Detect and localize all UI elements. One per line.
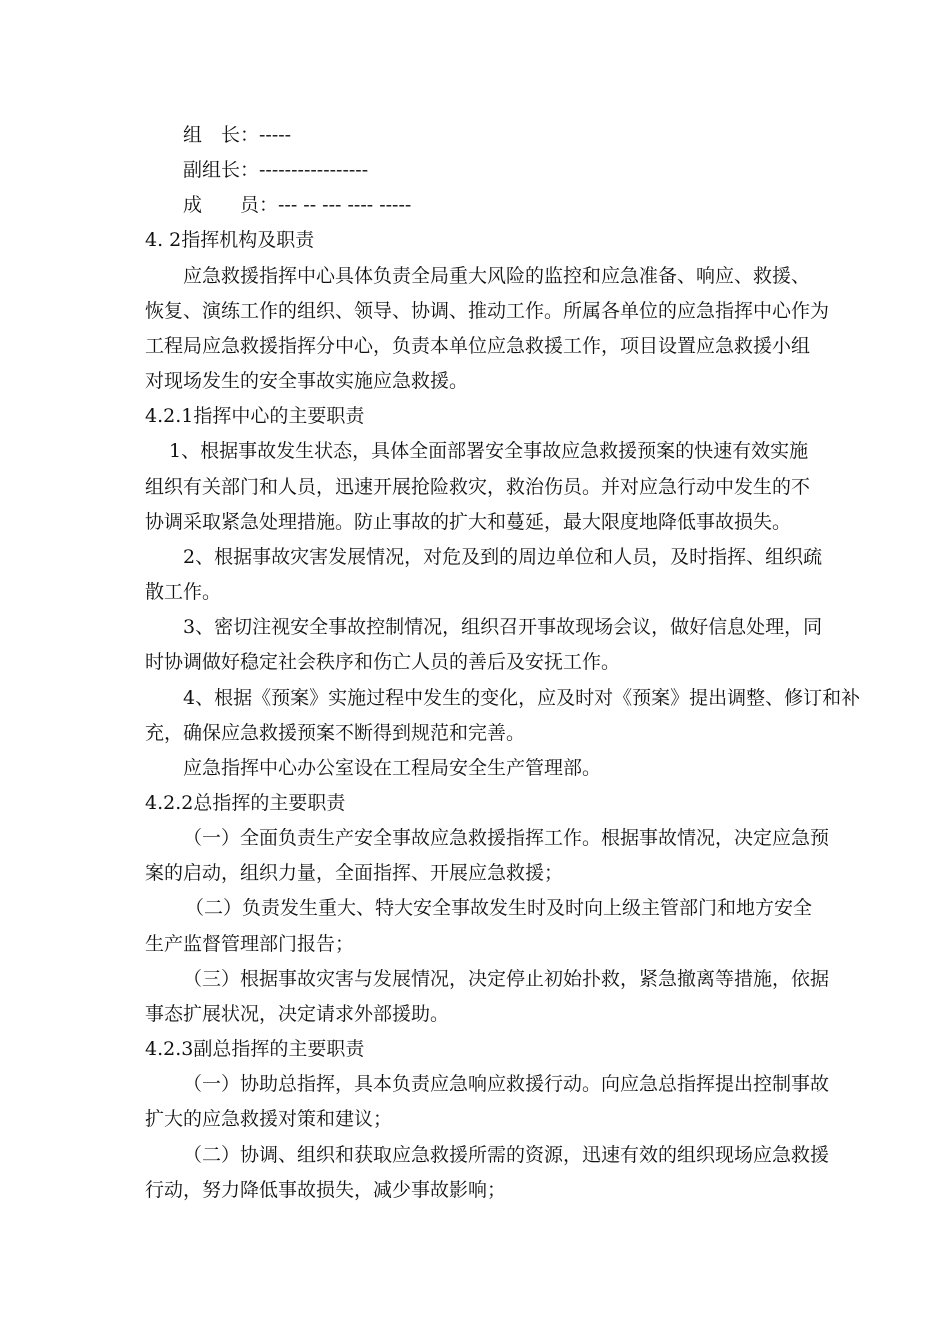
text-line: 散工作。 xyxy=(145,581,222,604)
text-line: 1、根据事故发生状态，具体全面部署安全事故应急救援预案的快速有效实施 xyxy=(169,440,809,463)
section-heading xyxy=(145,1032,935,1067)
text-line: 案的启动，组织力量，全面指挥、开展应急救援； xyxy=(145,862,564,885)
paragraph xyxy=(145,962,935,1032)
document-body xyxy=(145,118,935,1208)
text-line: 生产监督管理部门报告； xyxy=(145,932,355,955)
text-line: 组 长：----- xyxy=(183,124,292,146)
paragraph xyxy=(145,434,935,539)
text-line: 应急救援指挥中心具体负责全局重大风险的监控和应急准备、响应、救援、 xyxy=(183,264,811,287)
text-line: 工程局应急救援指挥分中心，负责本单位应急救援工作，项目设置应急救援小组 xyxy=(145,334,811,357)
text-line: 4. 2指挥机构及职责 xyxy=(145,229,315,252)
text-line: 充，确保应急救援预案不断得到规范和完善。 xyxy=(145,721,526,744)
paragraph xyxy=(145,610,935,680)
text-line: （一）全面负责生产安全事故应急救援指挥工作。根据事故情况，决定应急预 xyxy=(183,827,830,850)
text-line: 事态扩展状况，决定请求外部援助。 xyxy=(145,1002,450,1025)
section-heading xyxy=(145,786,935,821)
section-heading xyxy=(145,399,935,434)
paragraph xyxy=(145,1138,935,1208)
paragraph xyxy=(145,259,935,400)
paragraph xyxy=(145,891,935,961)
paragraph xyxy=(145,1067,935,1137)
roster-line xyxy=(145,153,935,188)
roster-line xyxy=(145,118,935,153)
text-line: 对现场发生的安全事故实施应急救援。 xyxy=(145,370,469,393)
text-line: 应急指挥中心办公室设在工程局安全生产管理部。 xyxy=(183,756,602,779)
text-line: 2、根据事故灾害发展情况，对危及到的周边单位和人员，及时指挥、组织疏 xyxy=(183,545,823,568)
text-line: （一）协助总指挥，具本负责应急响应救援行动。向应急总指挥提出控制事故 xyxy=(183,1073,830,1096)
text-line: （三）根据事故灾害与发展情况，决定停止初始扑救，紧急撤离等措施，依据 xyxy=(183,967,830,990)
paragraph xyxy=(145,821,935,891)
text-line: （二）协调、组织和获取应急救援所需的资源，迅速有效的组织现场应急救援 xyxy=(183,1143,830,1166)
paragraph xyxy=(145,751,935,786)
paragraph xyxy=(145,540,935,610)
text-line: 4.2.2总指挥的主要职责 xyxy=(145,791,346,814)
text-line: 成 员：--- -- --- ---- ----- xyxy=(183,194,412,217)
section-heading xyxy=(145,223,935,258)
text-line: 行动，努力降低事故损失，减少事故影响； xyxy=(145,1178,507,1201)
text-line: （二）负责发生重大、特大安全事故发生时及时向上级主管部门和地方安全 xyxy=(185,897,813,920)
text-line: 4.2.1指挥中心的主要职责 xyxy=(145,405,365,428)
text-line: 扩大的应急救援对策和建议； xyxy=(145,1108,393,1131)
text-line: 时协调做好稳定社会秩序和伤亡人员的善后及安抚工作。 xyxy=(145,651,621,674)
paragraph xyxy=(145,681,935,751)
text-line: 协调采取紧急处理措施。防止事故的扩大和蔓延，最大限度地降低事故损失。 xyxy=(145,510,792,533)
text-line: 4、根据《预案》实施过程中发生的变化，应及时对《预案》提出调整、修订和补 xyxy=(183,686,861,709)
text-line: 组织有关部门和人员，迅速开展抢险救灾，救治伤员。并对应急行动中发生的不 xyxy=(145,475,811,498)
text-line: 4.2.3副总指挥的主要职责 xyxy=(145,1038,365,1061)
text-line: 恢复、演练工作的组织、领导、协调、推动工作。所属各单位的应急指挥中心作为 xyxy=(145,299,830,322)
text-line: 3、密切注视安全事故控制情况，组织召开事故现场会议，做好信息处理，同 xyxy=(183,616,823,639)
text-line: 副组长：----------------- xyxy=(183,159,369,182)
roster-line xyxy=(145,188,935,223)
